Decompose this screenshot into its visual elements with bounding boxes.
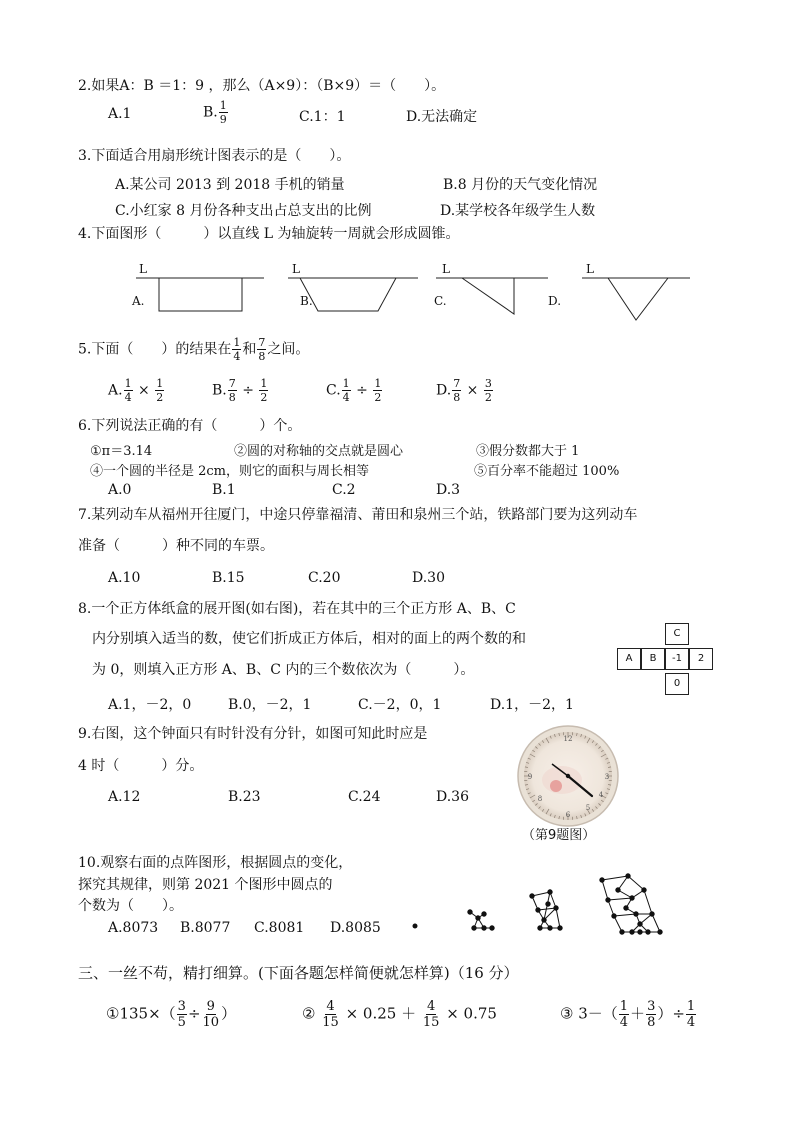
- q2-option-b-fraction: $\frac{1}{9}$: [219, 99, 227, 126]
- q7-option-b[interactable]: B.15: [212, 570, 245, 586]
- clock-number-8: 8: [537, 795, 543, 803]
- net-cell-b: B: [641, 648, 665, 670]
- q6-option-c[interactable]: C.2: [332, 482, 356, 498]
- clock-number-3: 3: [604, 773, 610, 781]
- q5-option-d[interactable]: D. $\frac{7}{8}$ × $\frac{3}{2}$: [436, 377, 492, 404]
- q6-statement-1: ①π＝3.14: [90, 444, 153, 459]
- q2-option-c[interactable]: C.1：1: [299, 109, 346, 125]
- q10-stem-line2: 探究其规律，则第 2021 个图形中圆点的: [78, 877, 333, 893]
- q10-stem-line3: 个数为（ ）。: [78, 898, 183, 914]
- q2-option-b-label: B.: [203, 104, 218, 121]
- q4-b-axis-label: L: [292, 262, 300, 276]
- q8-option-b[interactable]: B.0，－2，1: [228, 697, 312, 713]
- q4-option-b[interactable]: B.: [300, 294, 313, 308]
- net-cell-0: 0: [665, 673, 689, 695]
- calc-3: ③ 3－（ $\frac{1}{4}$ ＋ $\frac{3}{8}$ ）÷ $\frac{1}{4}$: [560, 999, 696, 1030]
- q5-option-b[interactable]: B. $\frac{7}{8}$ ÷ $\frac{1}{2}$: [212, 377, 268, 404]
- q6-statement-4: ④一个圆的半径是 2cm，则它的面积与周长相等: [90, 464, 370, 479]
- q6-stem: 6.下列说法正确的有（ ）个。: [78, 418, 302, 434]
- q2-option-a[interactable]: A.1: [108, 106, 132, 122]
- q9-option-d[interactable]: D.36: [436, 789, 469, 805]
- q8-stem-line2: 内分别填入适当的数，使它们折成正方体后，相对的面上的两个数的和: [92, 631, 526, 647]
- q3-option-d[interactable]: D.某学校各年级学生人数: [440, 203, 596, 219]
- q10-stem-line1: 10.观察右面的点阵图形，根据圆点的变化，: [78, 855, 353, 871]
- q9-option-a[interactable]: A.12: [108, 789, 141, 805]
- q9-stem-line2: 4 时（ ）分。: [78, 758, 204, 774]
- q9-caption: （第9题图）: [522, 828, 596, 843]
- dot-pattern-2: [468, 910, 494, 930]
- q9-option-c[interactable]: C.24: [348, 789, 381, 805]
- q4-stem: 4.下面图形（ ）以直线 L 为轴旋转一周就会形成圆锥。: [78, 226, 460, 242]
- calc-1: ①135×（ $\frac{3}{5}$ ÷ $\frac{9}{10}$ ）: [106, 999, 237, 1030]
- q3-option-b[interactable]: B.8 月份的天气变化情况: [443, 177, 598, 193]
- clock-number-4: 4: [598, 791, 604, 799]
- q5-stem: 5.下面（ ）的结果在 $\frac{1}{4}$ 和 $\frac{7}{8}$ 之间。: [78, 336, 310, 363]
- net-cell-a: A: [617, 648, 641, 670]
- q4-c-axis-label: L: [442, 262, 450, 276]
- clock-number-12: 12: [563, 735, 573, 743]
- q6-statement-3: ③假分数都大于 1: [476, 444, 580, 459]
- q9-option-b[interactable]: B.23: [228, 789, 261, 805]
- q10-option-d[interactable]: D.8085: [330, 920, 381, 936]
- clock-number-9: 9: [527, 773, 533, 781]
- q8-stem-line3: 为 0，则填入正方形 A、B、C 内的三个数依次为（ ）。: [92, 662, 475, 678]
- q6-option-d[interactable]: D.3: [436, 482, 461, 498]
- clock-number-6: 6: [565, 811, 571, 819]
- net-cell-minus1: -1: [665, 648, 689, 670]
- q7-option-a[interactable]: A.10: [108, 570, 141, 586]
- q8-option-d[interactable]: D.1，－2，1: [490, 697, 574, 713]
- q7-stem-line1: 7.某列动车从福州开往厦门，中途只停靠福清、莆田和泉州三个站，铁路部门要为这列动车: [78, 507, 638, 523]
- q5-option-c[interactable]: C. $\frac{1}{4}$ ÷ $\frac{1}{2}$: [326, 377, 382, 404]
- q4-option-a[interactable]: A.: [132, 294, 145, 308]
- q4-a-axis-label: L: [139, 262, 147, 276]
- dot-pattern-4: [600, 874, 662, 934]
- q7-option-c[interactable]: C.20: [308, 570, 341, 586]
- q6-statement-2: ②圆的对称轴的交点就是圆心: [234, 444, 404, 459]
- q10-option-c[interactable]: C.8081: [254, 920, 305, 936]
- q7-option-d[interactable]: D.30: [412, 570, 445, 586]
- q7-stem-line2: 准备（ ）种不同的车票。: [78, 538, 274, 554]
- clock-number-5: 5: [585, 804, 591, 812]
- q2-stem: 2.如果A：B ＝1：9 ，那么（A×9）：（B×9）＝（ ）。: [78, 78, 446, 94]
- q4-option-c[interactable]: C.: [434, 294, 447, 308]
- q4-d-axis-label: L: [586, 262, 594, 276]
- q4-option-d[interactable]: D.: [548, 294, 562, 308]
- q9-stem-line1: 9.右图，这个钟面只有时针没有分针，如图可知此时应是: [78, 726, 428, 742]
- net-cell-c: C: [665, 623, 689, 645]
- calc-2: ② $\frac{4}{15}$ × 0.25 ＋ $\frac{4}{15}$ × 0.75: [302, 999, 497, 1030]
- net-cell-2: 2: [689, 648, 713, 670]
- q5-option-a[interactable]: A. $\frac{1}{4}$ × $\frac{1}{2}$: [108, 377, 164, 404]
- q10-option-a[interactable]: A.8073: [108, 920, 159, 936]
- q8-stem-line1: 8.一个正方体纸盒的展开图(如右图)，若在其中的三个正方形 A、B、C: [78, 601, 516, 617]
- q3-option-a[interactable]: A.某公司 2013 到 2018 手机的销量: [115, 177, 345, 193]
- q3-stem: 3.下面适合用扇形统计图表示的是（ ）。: [78, 148, 351, 164]
- dot-pattern-3: [530, 890, 562, 930]
- section3-title: 三、一丝不苟，精打细算。(下面各题怎样简便就怎样算)（16 分）: [78, 964, 519, 982]
- q8-option-a[interactable]: A.1，－2，0: [108, 697, 192, 713]
- q8-option-c[interactable]: C.－2，0，1: [358, 697, 442, 713]
- q10-option-b[interactable]: B.8077: [180, 920, 231, 936]
- q6-option-b[interactable]: B.1: [212, 482, 236, 498]
- q2-option-d[interactable]: D.无法确定: [406, 109, 478, 125]
- q6-option-a[interactable]: A.0: [108, 482, 132, 498]
- q6-statement-5: ⑤百分率不能超过 100%: [474, 464, 620, 479]
- q3-option-c[interactable]: C.小红家 8 月份各种支出占总支出的比例: [115, 203, 372, 219]
- dot-pattern-1: [413, 924, 418, 929]
